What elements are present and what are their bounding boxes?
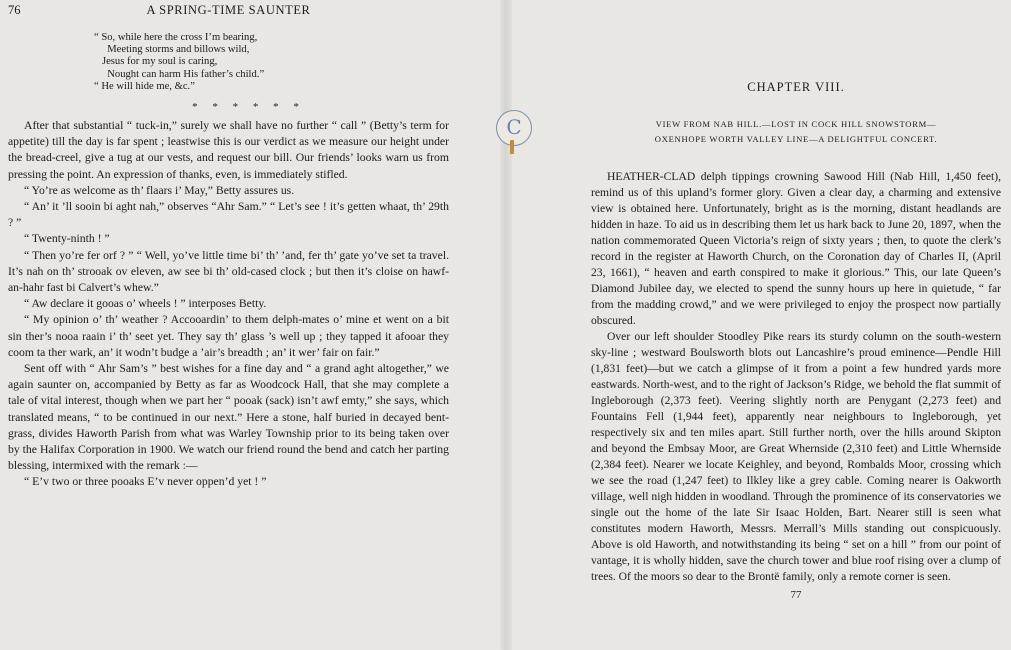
paragraph: “ Aw declare it gooas o’ wheels ! ” interposes Betty. (24, 297, 267, 311)
poem-line: Nought can harm His father’s child.” (94, 68, 265, 80)
paragraph: “ Then yo’re fer orf ? ” “ Well, yo’ve little time bi’ th’ ’and, fer th’ gate yo’ve set ta travel. It’s nah on th’ strooak ov eleven, aw see bi th’ old-cased clock ; but then it’s cloise on hawf-an-hahr fast bi Calvert’s whew.” (8, 248, 449, 295)
stamp-letter: C (506, 115, 522, 139)
paragraph: HEATHER-CLAD delph tippings crowning Sawood Hill (Nab Hill, 1,450 feet), remind us of this upland’s former glory. Given a clear day, a charming and extensive view is obtained here. Unfortunately, bright as is the morning, distant headlands are hidden in haze. To aid us in describing them let us hark back to June 20, 1897, when the nation commemorated Queen Victoria’s reign of sixty years ; then, to quote the clerk’s record in the register at Haworth Church, on the Coronation day of Charles II, (April 23, 1661), “ heaven and earth conspired to make it glorious.” This, our late Queen’s Diamond Jubilee day, we elected to spend the sunny hours up here in quietude, “ far from the madding crowd,” and we were privileged to enjoy the prospect now partially obscured. (591, 170, 1001, 327)
chapter-title: CHAPTER VIII. (747, 80, 845, 94)
paragraph: “ E’v two or three pooaks E’v never oppen’d yet ! ” (24, 475, 267, 489)
page-number: 76 (8, 3, 21, 17)
paragraph: Sent off with “ Ahr Sam’s ” best wishes for a fine day and “ a grand aght altogether,” we again saunter on, accompanied by Betty as far as Woodcock Hall, that she may complete a tale of vital interest, though when we part her “ pooak (sack) isn’t awf emty,” she says, which translated means, “ to be continued in our next.” Here a stone, half buried in decayed bent-grass, divides Haworth Parish from what was Warley Township prior to its being taken over by the Halifax Corporation in 1900. We watch our friend round the bend and catch her parting blessing, intermixed with the remark :— (8, 362, 449, 473)
running-title: A SPRING-TIME SAUNTER (146, 3, 311, 17)
paragraph: “ An’ it ’ll sooin bi aght nah,” observes “Ahr Sam.” “ Let’s see ! it’s getten whaat, th’ 29th ? ” (8, 200, 449, 230)
chapter-synopsis (591, 117, 1001, 147)
library-stamp-icon (496, 110, 532, 146)
paragraph: “ Twenty-ninth ! ” (24, 232, 110, 246)
paragraph: After that substantial “ tuck-in,” surely we shall have no further “ call ” (Betty’s term for appetite) till the day is far spent ; leastwise this is our verdict as we measure our height under the bread-creel, give a tug at our vests, and request our bill. Our friends’ looks warn us from pressing the point. An expression of thanks, even, is immediately stifled. (8, 119, 449, 181)
right-page (505, 0, 1011, 650)
poem (94, 32, 449, 93)
poem-line: Meeting storms and billows wild, (94, 44, 250, 56)
paragraph: “ My opinion o’ th’ weather ? Accooardin’ to them delph-mates o’ mine et went on a bit sin ther’s nooa raain i’ th’ seet yet. They say th’ glass ’s well up ; they tapped it afooar they coom ta ther wark, an’ it wodn’t budge a ’air’s breadth ; an’ it wer’ fair on fair.” (8, 313, 449, 359)
poem-line: “ He will hide me, &c.” (94, 80, 195, 92)
paragraph: “ Yo’re as welcome as th’ flaars i’ May,” Betty assures us. (24, 183, 295, 197)
paragraph: Over our left shoulder Stoodley Pike rears its sturdy column on the south-western sky-line ; westward Boulsworth blots out Lancashire’s proud eminence—Pendle Hill (1,831 feet)—but we catch a glimpse of it from a point a few hundred yards more eastwards. North-west, and to the right of Jackson’s Ridge, we behold the flat summit of Ingleborough (2,373 feet). Veering slightly north are Penygant (2,273 feet) and Fountains Fell (1,944 feet), apparently near neighbours to Ingleborough, yet respectively six and ten miles apart. Still further north, over the hills around Skipton and beyond the Embsay Moor, are Great Whernside (2,310 feet) and Little Whernside (2,384 feet). Nearer we locate Keighley, and beyond, Rombalds Moor, crossing which we see the road (1,247 feet) to Ilkley like a grey cable. Coming nearer is Oakworth village, well nigh hidden in woodland. Through the prominence of its conservatories we single out the home of the late Sir Isaac Holden, Bart. Nearer still is seen what constitutes modern Haworth, Messrs. Merrall’s Mills standing out conspicuously. Above is old Haworth, and notwithstanding its being “ set on a hill ” from our point of vantage, it is wholly hidden, save the church tower and blue roof rising over a clump of trees. Of the moors so dear to the Brontë family, only a remote corner is seen. (591, 330, 1001, 583)
chapter-body (591, 169, 1001, 585)
poem-line: “ So, while here the cross I’m bearing, (94, 32, 258, 43)
running-head (8, 0, 449, 22)
section-separator: * * * * * * (192, 101, 305, 114)
synopsis-line: OXENHOPE WORTH VALLEY LINE—A DELIGHTFUL CONCERT. (654, 134, 938, 144)
poem-line: Jesus for my soul is caring, (94, 56, 218, 68)
left-page (0, 0, 505, 650)
synopsis-line: VIEW FROM NAB HILL.—LOST IN COCK HILL SNOWSTORM— (655, 119, 937, 129)
stamp-stem (510, 140, 514, 154)
page-number: 77 (790, 589, 802, 601)
